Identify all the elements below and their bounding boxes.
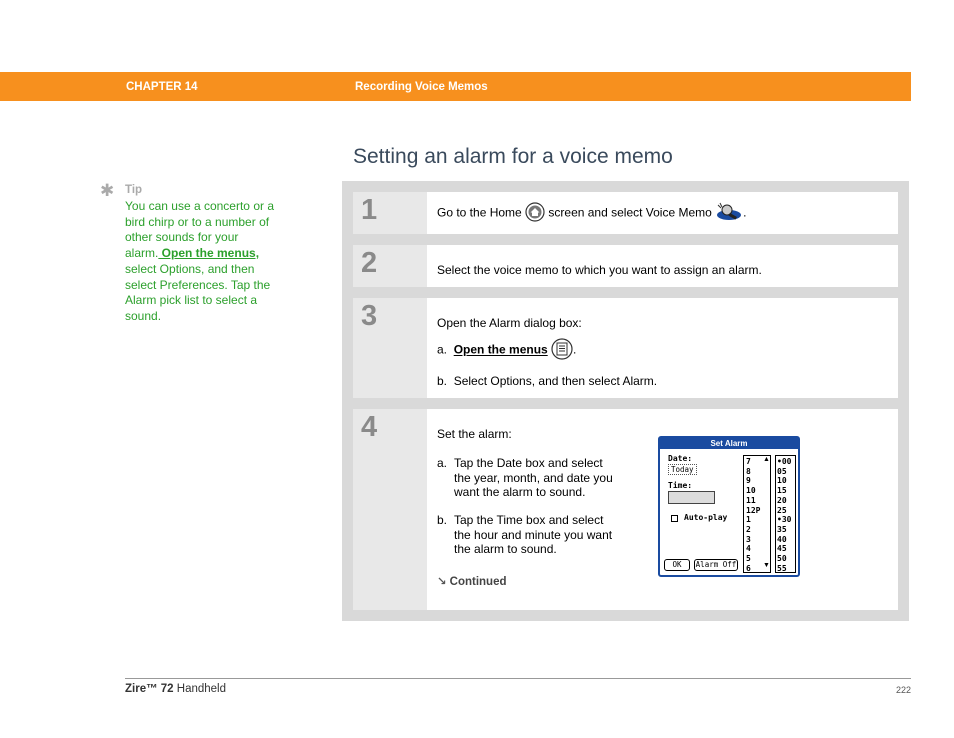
minute-option[interactable]: 20 [777, 495, 787, 505]
step-4-a-line: Tap the Date box and select [454, 456, 603, 470]
hour-option[interactable]: 6 [746, 563, 751, 573]
page-number: 222 [895, 685, 911, 695]
step-1-text-middle: screen and select Voice Memo [548, 205, 712, 220]
menu-icon [551, 338, 573, 363]
step-1-text [437, 202, 747, 225]
minute-option[interactable]: •00 [777, 457, 792, 466]
hour-option[interactable]: 8 [746, 466, 751, 476]
footer-product [125, 683, 226, 695]
tip-text-after: select Options, and then select Preferences. Tap the Alarm pick list to select a sound. [125, 261, 271, 323]
hour-option[interactable]: 10 [746, 486, 756, 496]
step-4-b-prefix: b. [437, 513, 448, 527]
hour-option[interactable]: 4 [746, 544, 751, 554]
time-label: Time: [668, 481, 693, 490]
tip-body [125, 199, 275, 325]
tip-star-icon: ✱ [100, 181, 115, 200]
step-4-a-line: the year, month, and date you [454, 470, 613, 485]
minute-option[interactable]: 45 [777, 544, 787, 554]
hour-option[interactable]: 2 [746, 524, 751, 534]
step-3-substep-b [437, 374, 657, 388]
minute-option[interactable]: 40 [777, 534, 787, 544]
step-4-b-line: the alarm to sound. [454, 542, 557, 556]
step-3 [353, 298, 898, 398]
chapter-title: Recording Voice Memos [355, 81, 488, 93]
open-menus-link[interactable]: Open the menus [453, 342, 548, 357]
arrow-down-right-icon: ↘ [437, 576, 447, 588]
voice-memo-icon [715, 202, 743, 225]
minute-option[interactable]: 25 [777, 505, 787, 515]
step-3-intro: Open the Alarm dialog box: [437, 316, 582, 330]
home-icon [525, 202, 545, 225]
auto-play-checkbox[interactable] [671, 515, 678, 522]
hour-option[interactable]: 11 [746, 495, 756, 505]
hour-option[interactable]: 7 [746, 457, 751, 466]
page-title: Setting an alarm for a voice memo [353, 145, 673, 168]
step-2-text: Select the voice memo to which you want to assign an alarm. [437, 263, 762, 277]
alarm-off-button[interactable]: Alarm Off [695, 560, 737, 569]
step-4-a-prefix: a. [437, 456, 448, 470]
continued-link[interactable] [437, 574, 507, 588]
step-4-b-line: the hour and minute you want [454, 527, 613, 542]
step-4-a-line: want the alarm to sound. [454, 485, 586, 499]
tip-open-menus-link[interactable]: Open the menus, [158, 246, 260, 261]
substep-prefix: b. [437, 374, 448, 388]
minute-option[interactable]: 10 [777, 476, 787, 486]
step-3-b-text: Select Options, and then select Alarm. [453, 374, 658, 388]
step-number: 3 [361, 300, 378, 332]
date-label: Date: [668, 454, 693, 463]
auto-play-label: Auto-play [684, 513, 728, 522]
hour-option[interactable]: 12P [746, 505, 761, 515]
date-box[interactable]: Today [668, 464, 697, 475]
step-2 [353, 245, 898, 287]
hour-option[interactable]: 5 [746, 554, 751, 563]
tip-label: Tip [125, 184, 143, 196]
hour-option[interactable]: 9 [746, 476, 751, 486]
step-4-b-line: Tap the Time box and select [454, 513, 604, 527]
minute-option[interactable]: 05 [777, 466, 787, 476]
scroll-down-icon[interactable]: ▼ [763, 562, 770, 569]
step-number: 1 [361, 194, 378, 226]
step-number: 2 [361, 247, 378, 279]
step-1-text-after: . [743, 205, 747, 220]
minute-option[interactable]: •30 [777, 515, 792, 525]
step-3-substep-a [437, 338, 576, 363]
tip-text-before: You can use a concerto or a bird chirp or to a number of other sounds for your alarm. [125, 199, 274, 261]
minute-option[interactable]: 15 [777, 486, 787, 496]
minute-option[interactable]: 35 [777, 524, 787, 534]
step-4 [353, 409, 898, 610]
product-suffix: Handheld [173, 683, 227, 695]
time-box[interactable] [668, 491, 715, 504]
step-number: 4 [361, 411, 378, 443]
minute-option[interactable]: 55 [777, 563, 787, 573]
footer-rule [125, 678, 911, 679]
step-1-text-before: Go to the Home [437, 205, 522, 220]
minute-option[interactable]: 50 [777, 554, 787, 563]
chapter-label: CHAPTER 14 [126, 81, 198, 93]
scroll-up-icon[interactable]: ▲ [763, 456, 770, 463]
dialog-title: Set Alarm [660, 438, 798, 449]
product-name: Zire™ 72 [125, 683, 174, 695]
set-alarm-dialog-screenshot [658, 436, 800, 577]
step-4-intro: Set the alarm: [437, 427, 512, 441]
ok-button[interactable]: OK [664, 559, 690, 571]
substep-prefix: a. [437, 342, 448, 357]
step-3-a-after: . [573, 342, 577, 357]
hour-option[interactable]: 3 [746, 534, 751, 544]
step-1 [353, 192, 898, 234]
continued-label: Continued [449, 576, 507, 588]
hour-option[interactable]: 1 [746, 515, 751, 525]
